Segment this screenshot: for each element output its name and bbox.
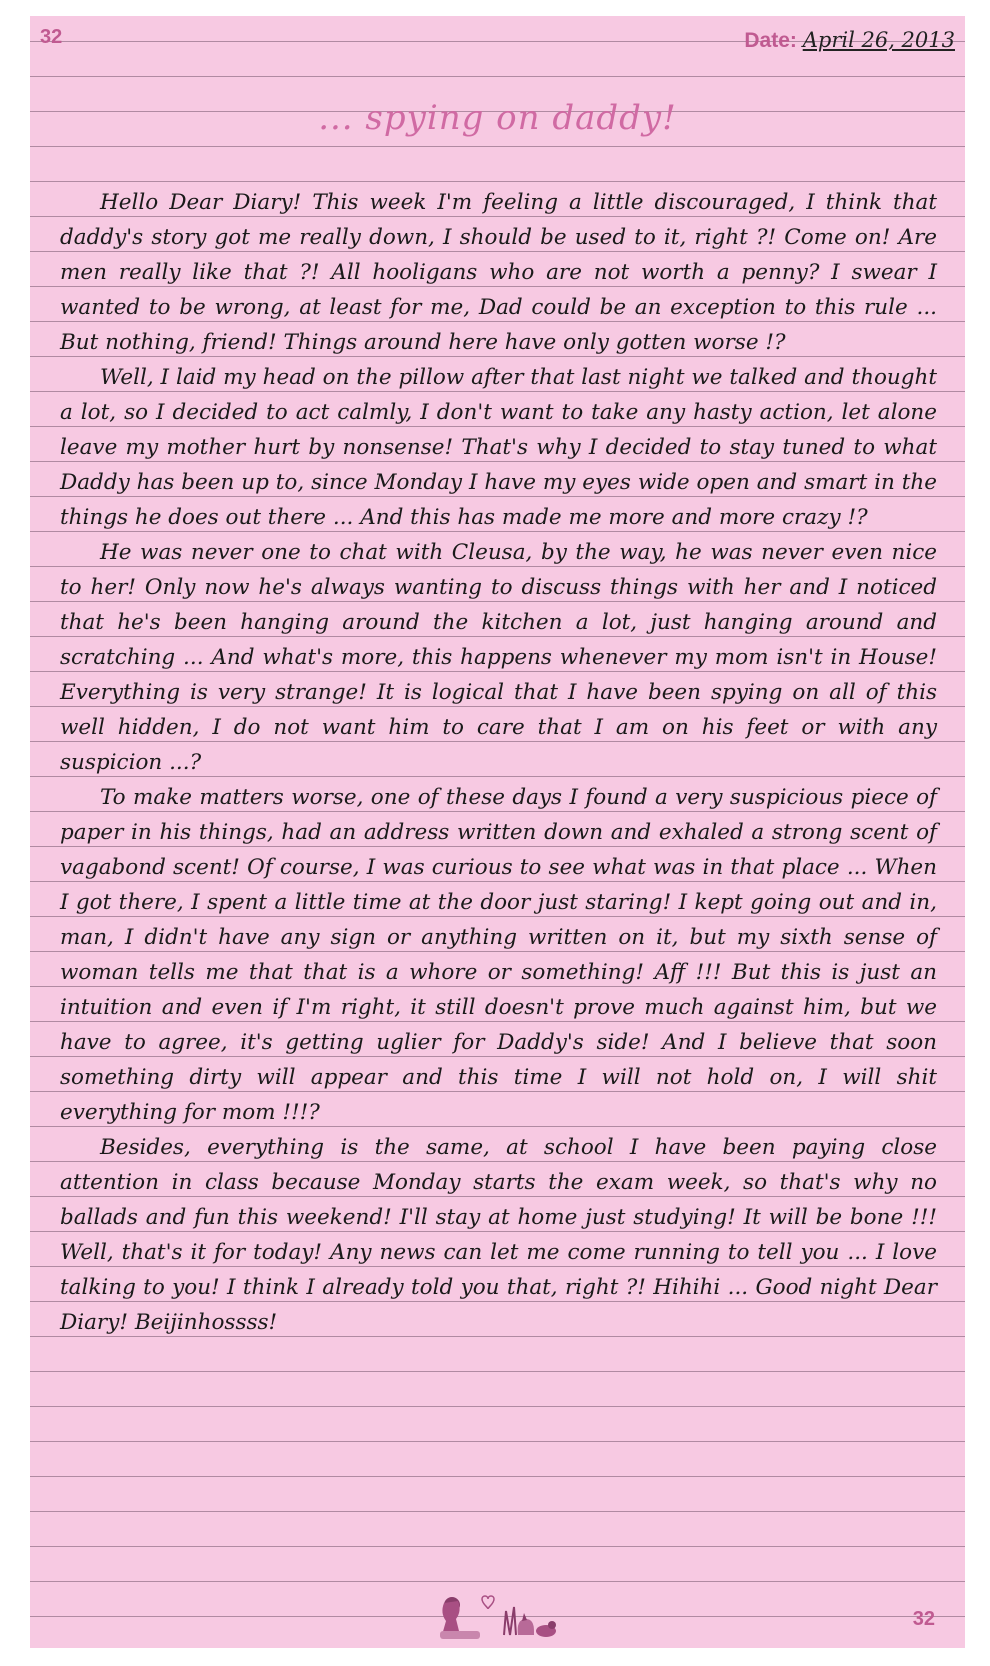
date-label: Date: xyxy=(744,29,797,52)
girl-and-pets-illustration-icon xyxy=(430,1591,560,1643)
date-value: April 26, 2013 xyxy=(802,28,955,52)
paragraph-5: Besides, everything is the same, at school I have been paying close attention in class because Monday starts the exam week, so that's why no ballads and fun this weekend! I'll stay at home just studying! It will be bone !!! Well, that's it for today! Any news can let me come running to tell you ... I love talking to you! I think I already told you that, right ?! Hihihi ... Good night Dear Diary! Beijinhossss! xyxy=(60,1135,937,1335)
paragraph-1: Hello Dear Diary! This week I'm feeling a little discouraged, I think that daddy's story got me really down, I should be used to it, right ?! Come on! Are men really like that ?! All hooligans who are not worth a penny? I swear I wanted to be wrong, at least for me, Dad could be an exception to this rule ... But nothing, friend! Things around here have only gotten worse !? xyxy=(60,190,937,355)
entry-body xyxy=(60,185,937,1340)
page-number-bottom: 32 xyxy=(912,1608,935,1630)
diary-page xyxy=(30,16,965,1648)
paragraph-2: Well, I laid my head on the pillow after that last night we talked and thought a lot, so I decided to act calmly, I don't want to take any hasty action, let alone leave my mother hurt by nonsense! That's why I decided to stay tuned to what Daddy has been up to, since Monday I have my eyes wide open and smart in the things he does out there ... And this has made me more and more crazy !? xyxy=(60,365,937,530)
page-number-top: 32 xyxy=(40,26,63,48)
paragraph-3: He was never one to chat with Cleusa, by the way, he was never even nice to her! Only now he's always wanting to discuss things with her and I noticed that he's been hanging around the kitchen a lot, just hanging around and scratching ... And what's more, this happens whenever my mom isn't in House! Everything is very strange! It is logical that I have been spying on all of this well hidden, I do not want him to care that I am on his feet or with any suspicion ...? xyxy=(60,540,937,775)
date-header xyxy=(744,28,955,53)
paragraph-4: To make matters worse, one of these days I found a very suspicious piece of paper in his things, had an address written down and exhaled a strong scent of vagabond scent! Of course, I was curious to see what was in that place ... When I got there, I spent a little time at the door just staring! I kept going out and in, man, I didn't have any sign or anything written on it, but my sixth sense of woman tells me that that is a whore or something! Aff !!! But this is just an intuition and even if I'm right, it still doesn't prove much against him, but we have to agree, it's getting uglier for Daddy's side! And I believe that soon something dirty will appear and this time I will not hold on, I will shit everything for mom !!!? xyxy=(60,785,937,1125)
entry-title: ... spying on daddy! xyxy=(318,98,677,138)
